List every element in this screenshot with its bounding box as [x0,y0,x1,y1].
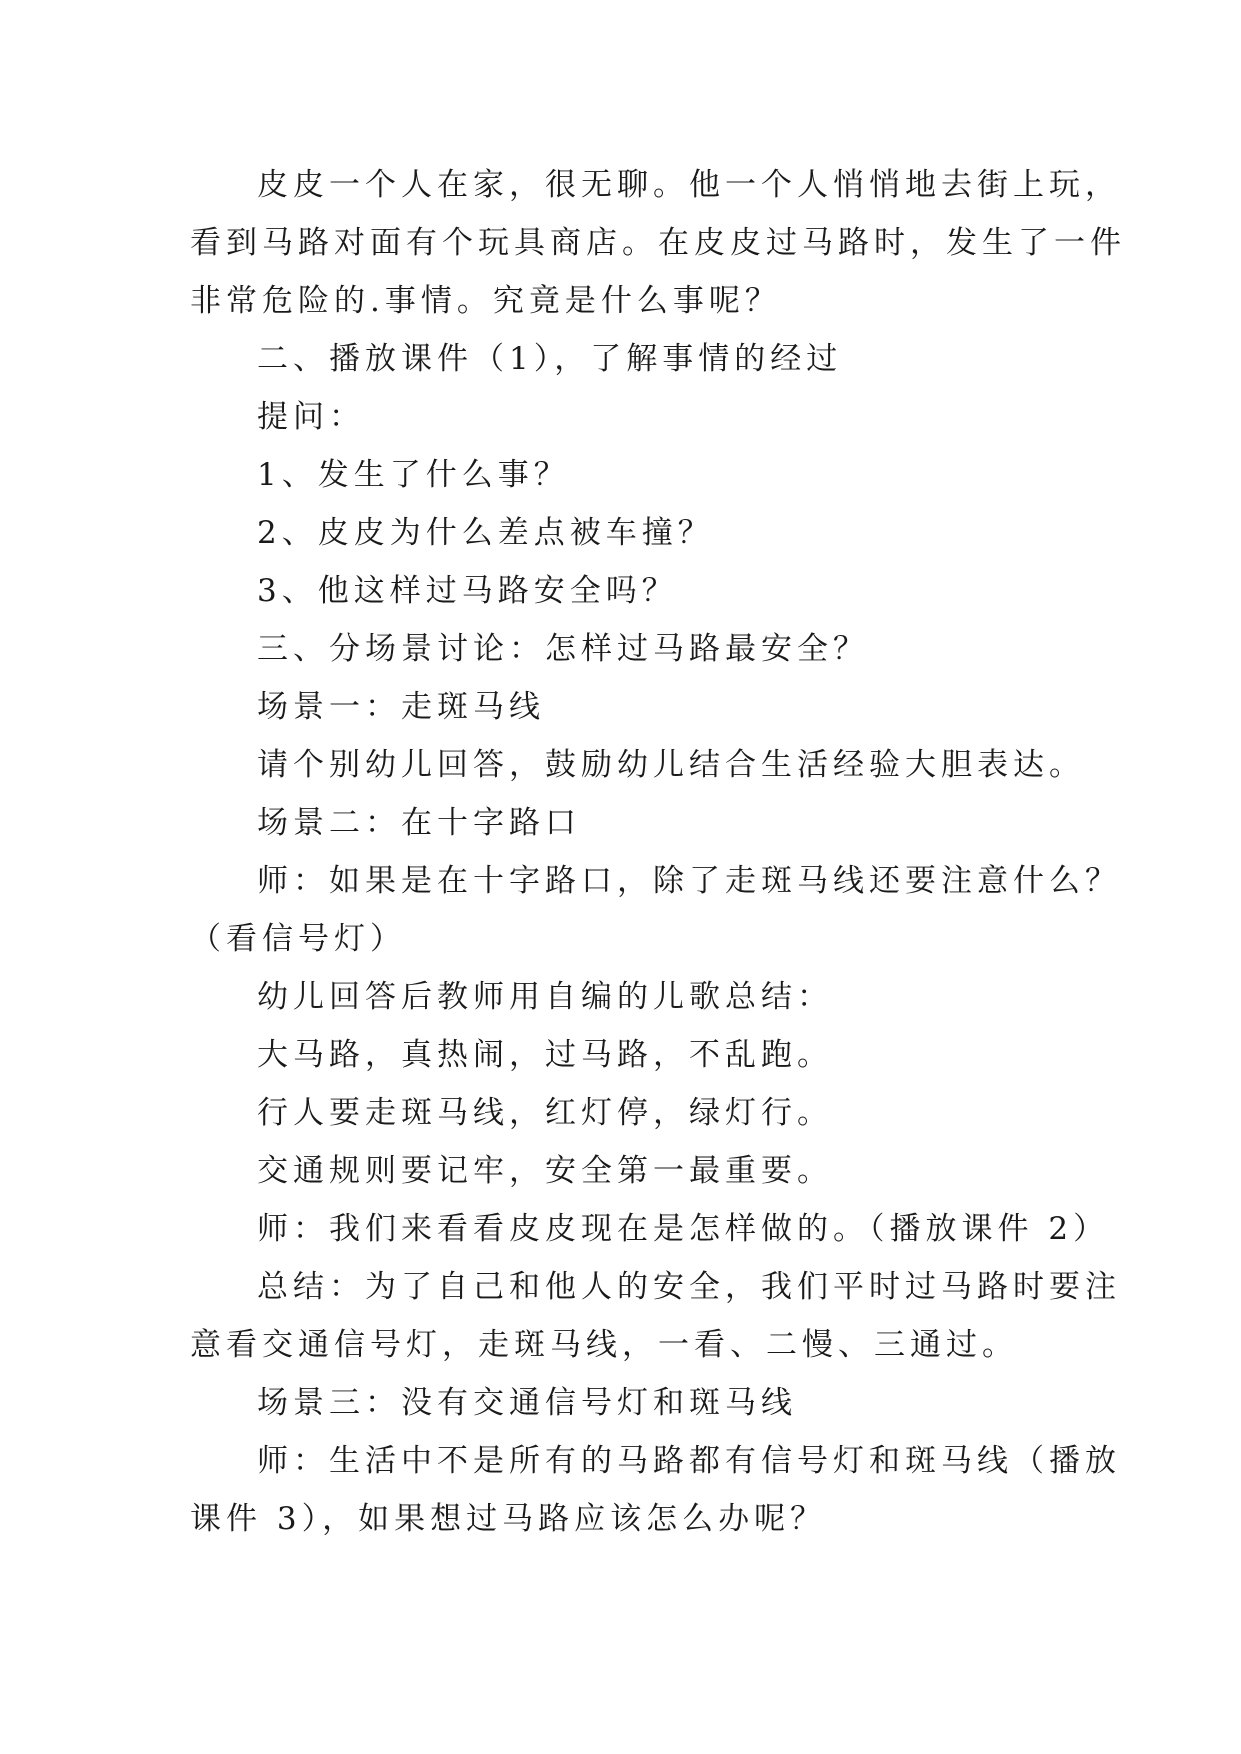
paragraph-line: 课件 3），如果想过马路应该怎么办呢？ [190,1501,827,1537]
rhyme-line: 大马路，真热闹，过马路，不乱跑。 [257,1037,833,1073]
paragraph-line: 幼儿回答后教师用自编的儿歌总结： [257,979,833,1015]
paragraph-line: 意看交通信号灯，走斑马线，一看、二慢、三通过。 [190,1327,1018,1363]
rhyme-line: 行人要走斑马线，红灯停，绿灯行。 [257,1095,833,1131]
scene-heading: 场景一：走斑马线 [257,689,545,725]
paragraph-line: 师：如果是在十字路口，除了走斑马线还要注意什么？ [257,863,1121,899]
paragraph-line: 请个别幼儿回答，鼓励幼儿结合生活经验大胆表达。 [257,747,1085,783]
paragraph-line: 师：生活中不是所有的马路都有信号灯和斑马线（播放 [257,1443,1121,1479]
paragraph-line: 师：我们来看看皮皮现在是怎样做的。（播放课件 2） [257,1211,1110,1247]
list-item: 3、他这样过马路安全吗？ [257,573,678,609]
paragraph-line: 总结：为了自己和他人的安全，我们平时过马路时要注 [257,1269,1121,1305]
rhyme-line: 交通规则要记牢，安全第一最重要。 [257,1153,833,1189]
paragraph-line: 皮皮一个人在家，很无聊。他一个人悄悄地去街上玩， [257,167,1121,203]
section-heading: 二、播放课件（1），了解事情的经过 [257,341,843,377]
paragraph-line: 提问： [257,399,365,435]
section-heading: 三、分场景讨论：怎样过马路最安全？ [257,631,869,667]
list-item: 2、皮皮为什么差点被车撞？ [257,515,714,551]
scene-heading: 场景三：没有交通信号灯和斑马线 [257,1385,797,1421]
scene-heading: 场景二：在十字路口 [257,805,581,841]
list-item: 1、发生了什么事？ [257,457,570,493]
paragraph-line: 看到马路对面有个玩具商店。在皮皮过马路时，发生了一件 [190,225,1126,261]
paragraph-line: （看信号灯） [190,921,406,957]
paragraph-line: 非常危险的.事情。究竟是什么事呢？ [190,283,781,319]
